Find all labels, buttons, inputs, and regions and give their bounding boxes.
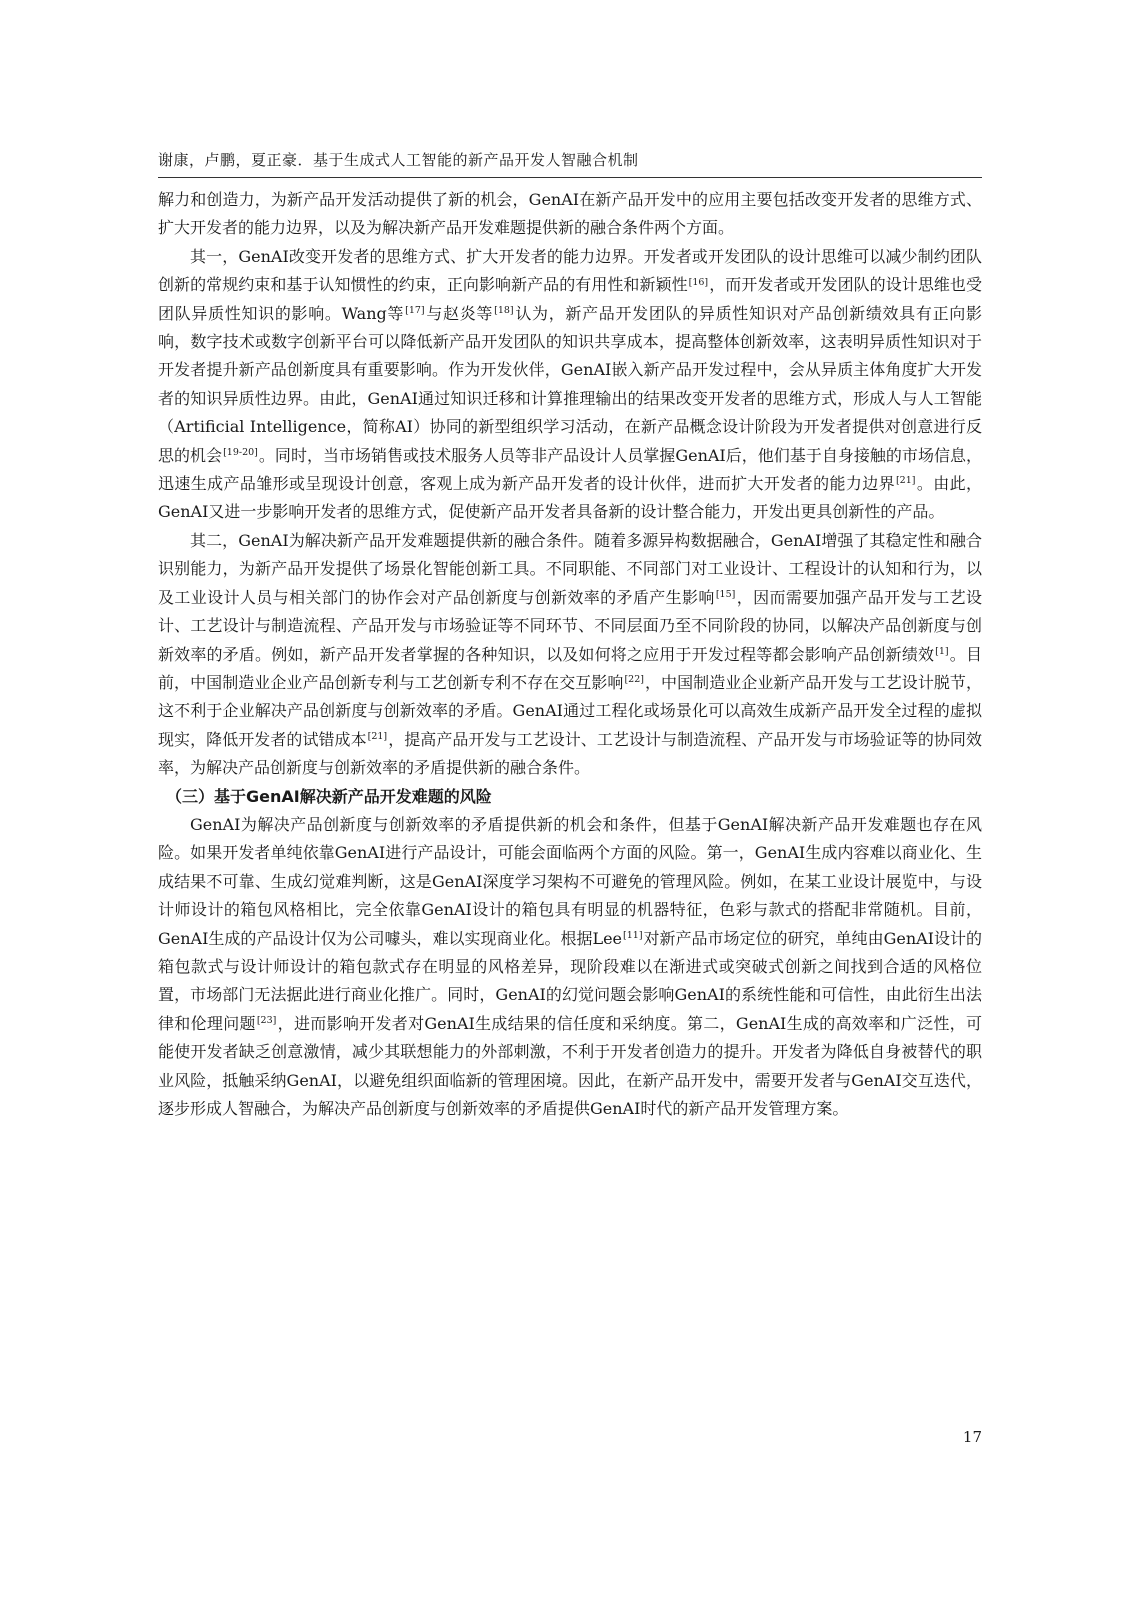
citation: [21] bbox=[367, 731, 388, 743]
citation: [22] bbox=[624, 674, 644, 686]
paragraph bbox=[158, 186, 982, 243]
text-run: 。同时，当市场销售或技术服务人员等非产品设计人员掌握GenAI后，他们基于自身接触的市场信息，迅速生成产品雏形或呈现设计创意，客观上成为新产品开发者的设计伙伴，进而扩大开发者的能力边界 bbox=[158, 445, 982, 494]
text-run: 解力和创造力，为新产品开发活动提供了新的机会，GenAI在新产品开发中的应用主要包括改变开发者的思维方式、扩大开发者的能力边界，以及为解决新产品开发难题提供新的融合条件两个方面。 bbox=[158, 190, 982, 238]
text-run: ，进而影响开发者对GenAI生成结果的信任度和采纳度。第二，GenAI生成的高效率和广泛性，可能使开发者缺乏创意激情，减少其联想能力的外部刺激，不利于开发者创造力的提升。开发者为降低自身被替代的职业风险，抵触采纳GenAI，以避免组织面临新的管理困境。因此，在新产品开发中，需要开发者与GenAI交互迭代，逐步形成人智融合，为解决产品创新度与创新效率的矛盾提供GenAI时代的新产品开发管理方案。 bbox=[158, 1013, 982, 1118]
text-run: ，提高产品开发与工艺设计、工艺设计与制造流程、产品开发与市场验证等的协同效率，为解决产品创新度与创新效率的矛盾提供新的融合条件。 bbox=[158, 729, 982, 778]
citation: [11] bbox=[623, 929, 643, 941]
text-run: GenAI为解决产品创新度与创新效率的矛盾提供新的机会和条件，但基于GenAI解决新产品开发难题也存在风险。如果开发者单纯依靠GenAI进行产品设计，可能会面临两个方面的风险。第一，GenAI生成内容难以商业化、生成结果不可靠、生成幻觉难判断，这是GenAI深度学习架构不可避免的管理风险。例如，在某工业设计展览中，与设计师设计的箱包风格相比，完全依靠GenAI设计的箱包具有明显的机器特征，色彩与款式的搭配非常随机。目前，GenAI生成的产品设计仅为公司噱头，难以实现商业化。根据Lee bbox=[158, 814, 982, 948]
text-run: ，中国制造业企业新产品开发与工艺设计脱节，这不利于企业解决产品创新度与创新效率的矛盾。GenAI通过工程化或场景化可以高效生成新产品开发全过程的虚拟现实，降低开发者的试错成本 bbox=[158, 672, 982, 749]
text-run: ，而开发者或开发团队的设计思维也受团队异质性知识的影响。Wang等 bbox=[158, 275, 982, 323]
citation: [15] bbox=[715, 589, 736, 600]
text-run: 。由此，GenAI又进一步影响开发者的思维方式，促使新产品开发者具备新的设计整合能力，开发出更具创新性的产品。 bbox=[158, 474, 982, 522]
paragraph bbox=[158, 527, 982, 783]
text-run: 与赵炎等 bbox=[425, 303, 494, 323]
intro-paragraphs bbox=[158, 186, 982, 783]
text-run: 其一，GenAI改变开发者的思维方式、扩大开发者的能力边界。开发者或开发团队的设计思维可以减少制约团队创新的常规约束和基于认知惯性的约束，正向影响新产品的有用性和新颖性 bbox=[158, 246, 982, 295]
header-rule bbox=[158, 177, 982, 178]
body-text bbox=[158, 186, 982, 1123]
paragraph bbox=[158, 243, 982, 527]
citation: [18] bbox=[494, 304, 514, 316]
text-run: 。目前，中国制造业企业产品创新专利与工艺创新专利不存在交互影响 bbox=[158, 644, 982, 692]
section-heading: （三）基于GenAI解决新产品开发难题的风险 bbox=[166, 786, 492, 806]
citation: [23] bbox=[256, 1015, 277, 1027]
text-run: ，因而需要加强产品开发与工艺设计、工艺设计与制造流程、产品开发与市场验证等不同环节、不同层面乃至不同阶段的协同，以解决产品创新度与创新效率的矛盾。例如，新产品开发者掌握的各种知识，以及如何将之应用于开发过程等都会影响产品创新绩效 bbox=[158, 587, 982, 664]
text-run: 对新产品市场定位的研究，单纯由GenAI设计的箱包款式与设计师设计的箱包款式存在明显的风格差异，现阶段难以在渐进式或突破式创新之间找到合适的风格位置，市场部门无法据此进行商业化推广。同时，GenAI的幻觉问题会影响GenAI的系统性能和可信性，由此衍生出法律和伦理问题 bbox=[158, 928, 982, 1033]
section-paragraphs bbox=[158, 811, 982, 1123]
text-run: 其二，GenAI为解决新产品开发难题提供新的融合条件。随着多源异构数据融合，GenAI增强了其稳定性和融合识别能力，为新产品开发提供了场景化智能创新工具。不同职能、不同部门对工业设计、工程设计的认知和行为，以及工业设计人员与相关部门的协作会对产品创新度与创新效率的矛盾产生影响 bbox=[158, 530, 982, 607]
citation: [21] bbox=[895, 475, 916, 487]
paper-page bbox=[158, 0, 982, 1600]
citation: [1] bbox=[935, 645, 949, 657]
citation: [19-20] bbox=[223, 446, 258, 458]
citation: [16] bbox=[688, 276, 709, 288]
page-number: 17 bbox=[962, 1428, 982, 1446]
paragraph bbox=[158, 811, 982, 1123]
citation: [17] bbox=[405, 304, 425, 316]
running-header: 谢康，卢鹏，夏正豪．基于生成式人工智能的新产品开发人智融合机制 bbox=[158, 151, 639, 169]
text-run: 认为，新产品开发团队的异质性知识对产品创新绩效具有正向影响，数字技术或数字创新平台可以降低新产品开发团队的知识共享成本，提高整体创新效率，这表明异质性知识对于开发者提升新产品创新度具有重要影响。作为开发伙伴，GenAI嵌入新产品开发过程中，会从异质主体角度扩大开发者的知识异质性边界。由此，GenAI通过知识迁移和计算推理输出的结果改变开发者的思维方式，形成人与人工智能（Artificial Intelligence，简称AI）协同的新型组织学习活动，在新产品概念设计阶段为开发者提供对创意进行反思的机会 bbox=[158, 303, 982, 465]
